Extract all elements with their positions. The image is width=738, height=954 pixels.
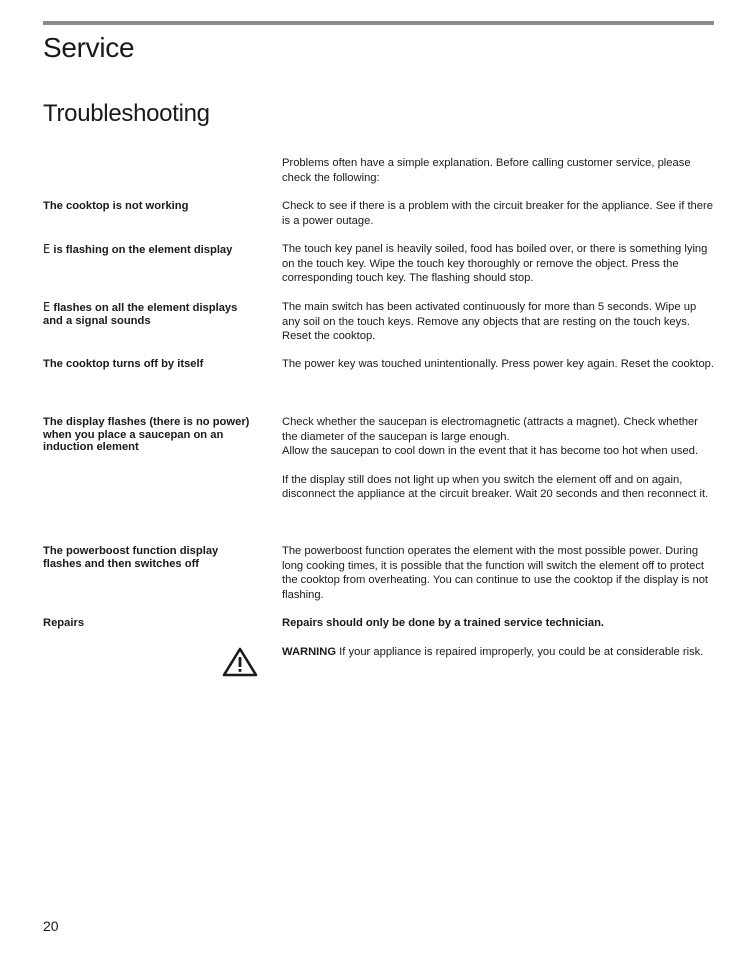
solution-text: The power key was touched unintentionally. Press power key again. Reset the cooktop. bbox=[282, 358, 714, 370]
warning-text: WARNING If your appliance is repaired improperly, you could be at considerable risk. bbox=[282, 646, 704, 658]
repairs-label: Repairs bbox=[43, 617, 85, 629]
problem-label bbox=[43, 301, 253, 327]
page-number: 20 bbox=[43, 918, 59, 934]
problem-label bbox=[43, 243, 253, 257]
problem-label: The cooktop turns off by itself bbox=[43, 358, 204, 370]
problem-label-text: is flashing on the element display bbox=[50, 244, 233, 256]
warning-triangle-icon bbox=[222, 647, 258, 677]
solution-text: The powerboost function operates the element with the most possible power. During long cooking times, it is possible that the function will switch the element off to protect the cooktop from overheating. You can continue to use the cooktop if the display is not flashing. bbox=[282, 545, 709, 601]
element-display-e-glyph: E bbox=[43, 300, 51, 314]
solution-text: The main switch has been activated continuously for more than 5 seconds. Wipe up any soil on the touch keys. Remove any objects that are resting on the touch keys. Reset the cooktop. bbox=[282, 301, 697, 342]
header-rule bbox=[43, 21, 714, 25]
problem-label-text: flashes on all the element displays and a signal sounds bbox=[43, 302, 238, 327]
problem-label: The powerboost function display flashes and then switches off bbox=[43, 545, 219, 570]
page-title: Service bbox=[43, 32, 135, 63]
repairs-statement: Repairs should only be done by a trained service technician. bbox=[282, 617, 605, 629]
section-title: Troubleshooting bbox=[43, 100, 210, 127]
element-display-e-glyph: E bbox=[43, 242, 51, 256]
problem-label: The cooktop is not working bbox=[43, 200, 189, 212]
solution-text: Check to see if there is a problem with the circuit breaker for the appliance. See if there is a power outage. bbox=[282, 200, 713, 227]
solution-text: Check whether the saucepan is electromagnetic (attracts a magnet). Check whether the diameter of the saucepan is large enough. Allow the saucepan to cool down in the event that it has become too hot when used. If the display still does not light up when you switch the element off and on again, disconnect the appliance at the circuit breaker. Wait 20 seconds and then reconnect it. bbox=[282, 416, 709, 500]
intro-text: Problems often have a simple explanation. Before calling customer service, please check the following: bbox=[282, 157, 691, 184]
solution-text: The touch key panel is heavily soiled, food has boiled over, or there is something lying on the touch key. Wipe the touch key thoroughly or remove the object. Press the corresponding touch key. The flashing should stop. bbox=[282, 243, 708, 284]
warning-label: WARNING bbox=[282, 646, 337, 658]
problem-label: The display flashes (there is no power) when you place a saucepan on an induction element bbox=[43, 416, 250, 453]
